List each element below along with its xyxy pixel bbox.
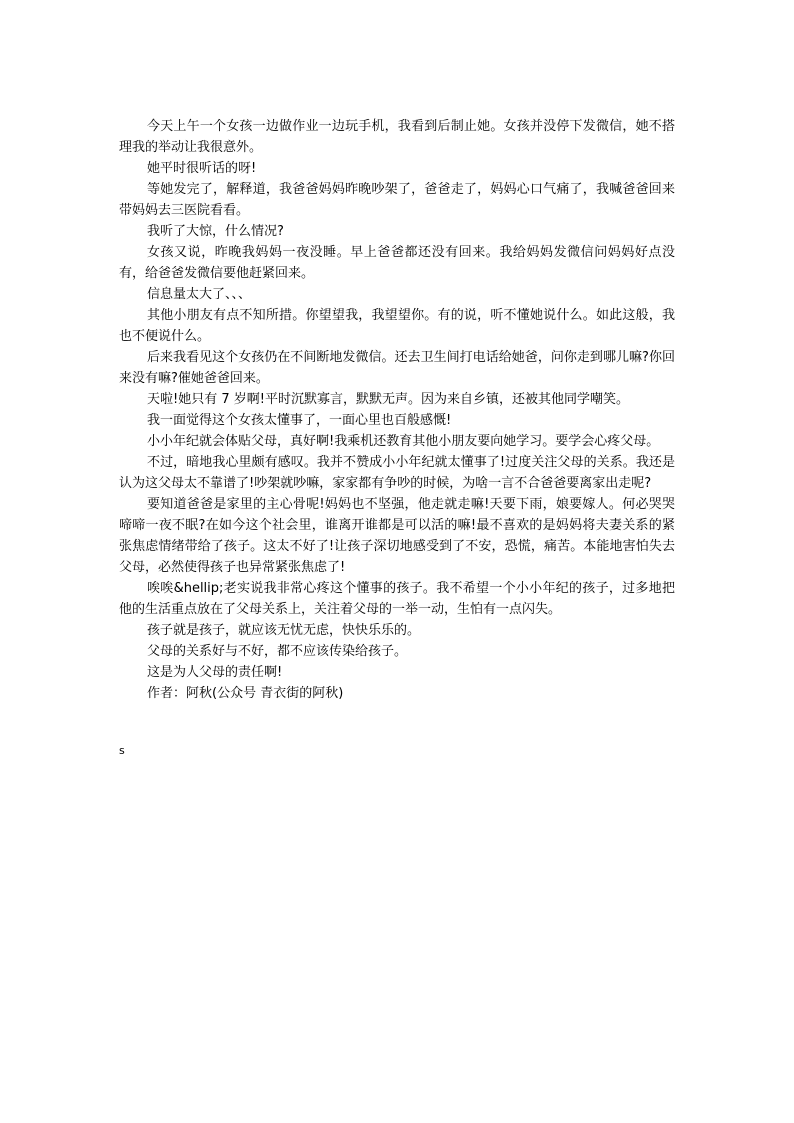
- trailing-mark: s: [119, 744, 125, 757]
- paragraph: 不过，暗地我心里颇有感叹。我并不赞成小小年纪就太懂事了!过度关注父母的关系。我还是认为这父母太不靠谱了!吵架就吵嘛，家家都有争吵的时候，为啥一言不合爸爸要离家出走呢?: [119, 455, 675, 491]
- paragraph: 我听了大惊，什么情况?: [147, 224, 284, 239]
- paragraph: 小小年纪就会体贴父母，真好啊!我乘机还教育其他小朋友要向她学习。要学会心疼父母。: [147, 434, 660, 449]
- paragraph: 父母的关系好与不好，都不应该传染给孩子。: [147, 644, 408, 659]
- paragraph: 要知道爸爸是家里的主心骨呢!妈妈也不坚强，他走就走嘛!天要下雨，娘要嫁人。何必哭哭啼啼一夜不眠?在如今这个社会里，谁离开谁都是可以活的嘛!最不喜欢的是妈妈将夫妻关系的紧张焦虑情绪带给了孩子。这太不好了!让孩子深切地感受到了不安，恐慌，痛苦。本能地害怕失去父母，必然使得孩子也异常紧张焦虑了!: [119, 497, 675, 575]
- paragraph: 其他小朋友有点不知所措。你望望我，我望望你。有的说，听不懂她说什么。如此这般，我也不便说什么。: [119, 308, 675, 344]
- paragraph: 她平时很听话的呀!: [147, 161, 257, 176]
- paragraph: 这是为人父母的责任啊!: [147, 665, 283, 680]
- paragraph: 今天上午一个女孩一边做作业一边玩手机，我看到后制止她。女孩并没停下发微信，她不搭理我的举动让我很意外。: [119, 119, 675, 155]
- paragraph: 唉唉&hellip;老实说我非常心疼这个懂事的孩子。我不希望一个小小年纪的孩子，过多地把他的生活重点放在了父母关系上，关注着父母的一举一动，生怕有一点闪失。: [119, 581, 675, 617]
- paragraph: 信息量太大了、、、: [147, 287, 252, 302]
- author-line: 作者：阿秋(公众号 青衣街的阿秋): [147, 686, 344, 701]
- paragraph: 后来我看见这个女孩仍在不间断地发微信。还去卫生间打电话给她爸，问你走到哪儿嘛?你回来没有嘛?催她爸爸回来。: [119, 350, 675, 386]
- paragraph: 女孩又说，昨晚我妈妈一夜没睡。早上爸爸都还没有回来。我给妈妈发微信问妈妈好点没有，给爸爸发微信要他赶紧回来。: [119, 245, 675, 281]
- paragraph: 我一面觉得这个女孩太懂事了，一面心里也百般感慨!: [147, 413, 452, 428]
- paragraph: 孩子就是孩子，就应该无忧无虑，快快乐乐的。: [147, 623, 421, 638]
- paragraph: 天啦!她只有 7 岁啊!平时沉默寡言，默默无声。因为来自乡镇，还被其他同学嘲笑。: [147, 392, 629, 407]
- article-body: [119, 116, 675, 704]
- paragraph: 等她发完了，解释道，我爸爸妈妈昨晚吵架了，爸爸走了，妈妈心口气痛了，我喊爸爸回来带妈妈去三医院看看。: [119, 182, 675, 218]
